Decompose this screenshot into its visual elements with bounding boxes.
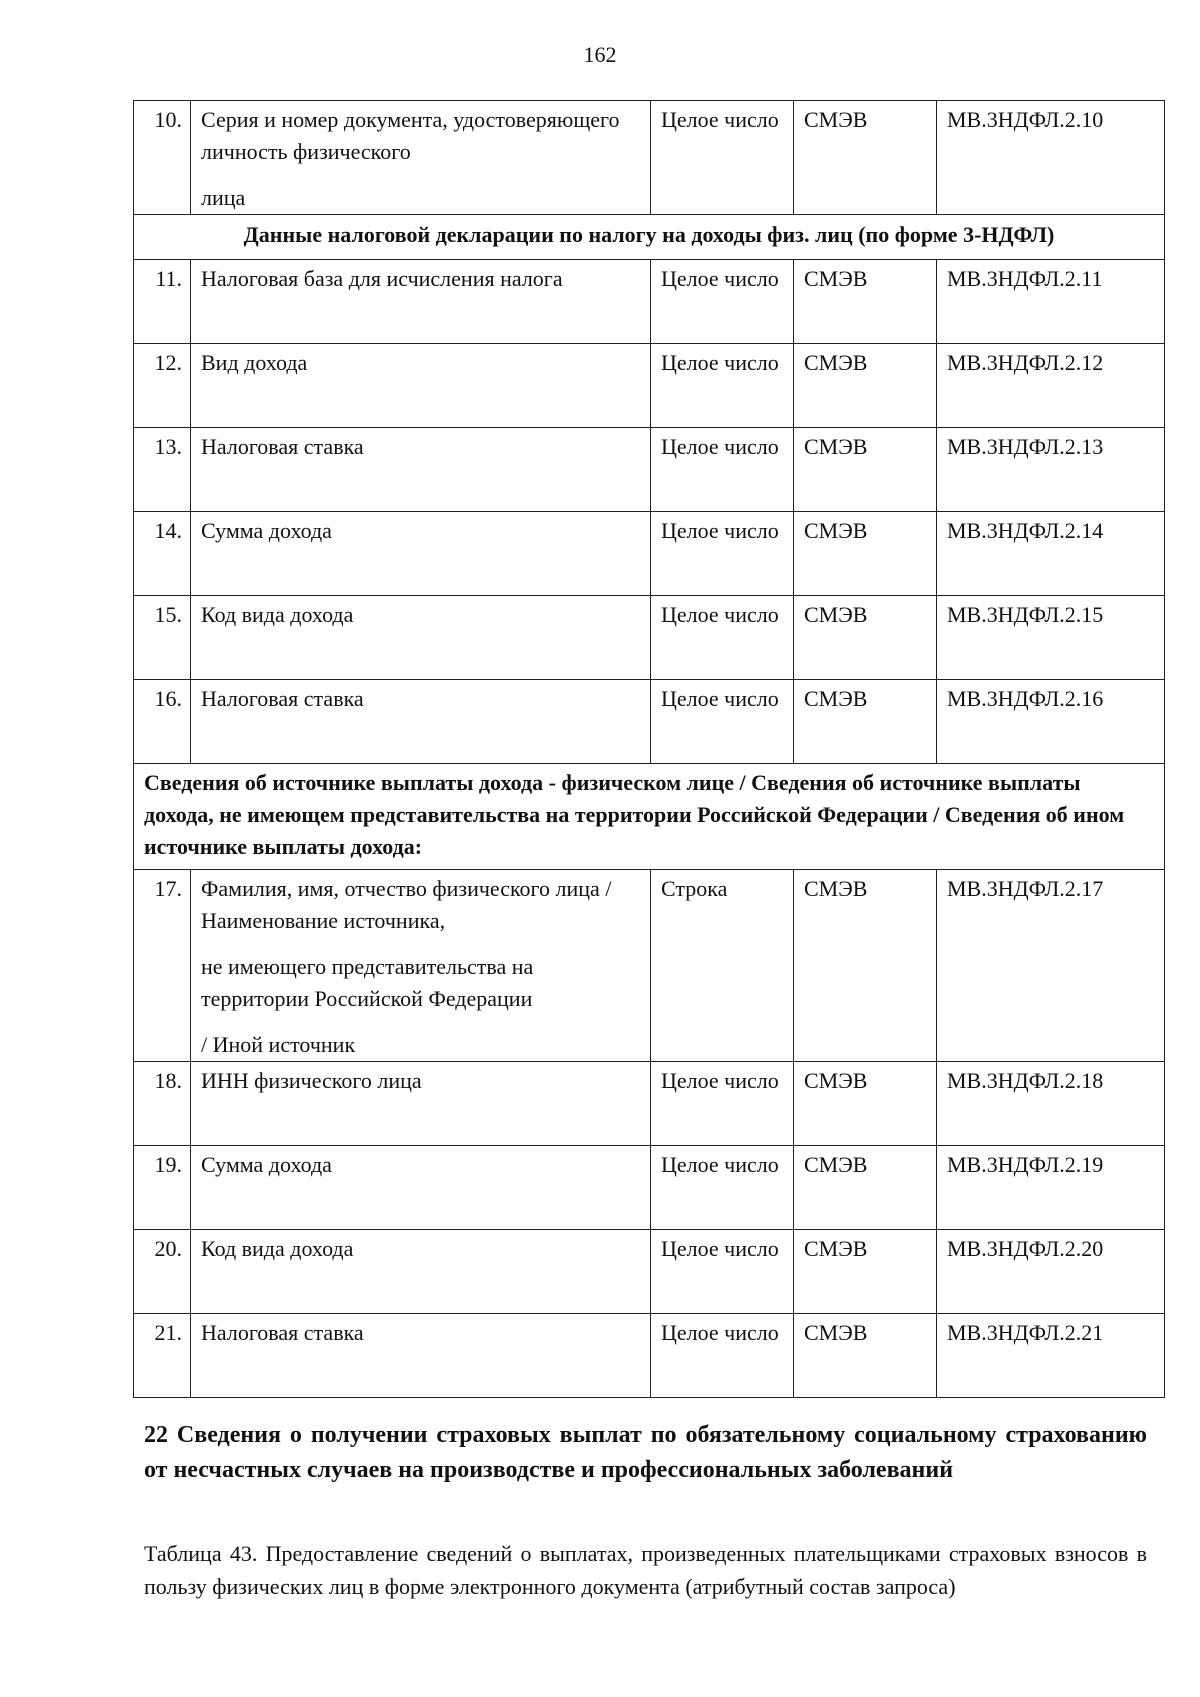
attribute-format: Целое число bbox=[651, 1230, 794, 1314]
attribute-format: Строка bbox=[651, 870, 794, 1062]
table-row bbox=[134, 596, 1165, 680]
attribute-name-line: Налоговая ставка bbox=[201, 1320, 364, 1345]
attribute-name bbox=[191, 680, 651, 764]
attribute-name bbox=[191, 870, 651, 1062]
section-heading: 22 Сведения о получении страховых выплат по обязательному социальному страхованию от несчастных случаев на производстве и профессиональных заболеваний bbox=[144, 1422, 1147, 1483]
attribute-name-line: не имеющего представительства на территории Российской Федерации bbox=[201, 954, 534, 1011]
attribute-source: СМЭВ bbox=[794, 1314, 937, 1398]
attribute-format: Целое число bbox=[651, 1146, 794, 1230]
attribute-source: СМЭВ bbox=[794, 1230, 937, 1314]
row-number: 19. bbox=[134, 1146, 191, 1230]
attribute-code: МВ.3НДФЛ.2.11 bbox=[937, 260, 1165, 344]
table-row bbox=[134, 870, 1165, 1062]
attribute-name bbox=[191, 260, 651, 344]
table-row bbox=[134, 512, 1165, 596]
row-number: 11. bbox=[134, 260, 191, 344]
table-row bbox=[134, 1230, 1165, 1314]
attribute-source: СМЭВ bbox=[794, 1146, 937, 1230]
attribute-name bbox=[191, 1314, 651, 1398]
attribute-name-line: ИНН физического лица bbox=[201, 1068, 422, 1093]
row-number: 13. bbox=[134, 428, 191, 512]
attribute-format: Целое число bbox=[651, 1314, 794, 1398]
attribute-format: Целое число bbox=[651, 1062, 794, 1146]
table-row bbox=[134, 680, 1165, 764]
attribute-source: СМЭВ bbox=[794, 1062, 937, 1146]
attribute-code: МВ.3НДФЛ.2.20 bbox=[937, 1230, 1165, 1314]
attribute-name-line: Код вида дохода bbox=[201, 1236, 354, 1261]
attribute-format: Целое число bbox=[651, 512, 794, 596]
attribute-format: Целое число bbox=[651, 428, 794, 512]
table-row bbox=[134, 101, 1165, 215]
attribute-source: СМЭВ bbox=[794, 260, 937, 344]
attribute-name-line: Сумма дохода bbox=[201, 1152, 332, 1177]
attribute-code: МВ.3НДФЛ.2.10 bbox=[937, 101, 1165, 215]
table-caption: Таблица 43. Предоставление сведений о выплатах, произведенных плательщиками страховых взносов в пользу физических лиц в форме электронного документа (атрибутный состав запроса) bbox=[144, 1541, 1147, 1599]
attribute-code: МВ.3НДФЛ.2.21 bbox=[937, 1314, 1165, 1398]
row-number: 21. bbox=[134, 1314, 191, 1398]
attribute-name bbox=[191, 1230, 651, 1314]
section-title: Данные налоговой декларации по налогу на доходы физ. лиц (по форме 3-НДФЛ) bbox=[134, 215, 1165, 260]
attribute-source: СМЭВ bbox=[794, 101, 937, 215]
attribute-name-line: лица bbox=[201, 185, 246, 210]
attribute-source: СМЭВ bbox=[794, 428, 937, 512]
attribute-name bbox=[191, 596, 651, 680]
attribute-source: СМЭВ bbox=[794, 596, 937, 680]
row-number: 14. bbox=[134, 512, 191, 596]
attribute-source: СМЭВ bbox=[794, 344, 937, 428]
row-number: 20. bbox=[134, 1230, 191, 1314]
attribute-name-line: Налоговая база для исчисления налога bbox=[201, 266, 563, 291]
row-number: 12. bbox=[134, 344, 191, 428]
attribute-name bbox=[191, 1062, 651, 1146]
table-body bbox=[134, 101, 1165, 1398]
attribute-code: МВ.3НДФЛ.2.13 bbox=[937, 428, 1165, 512]
attribute-code: МВ.3НДФЛ.2.12 bbox=[937, 344, 1165, 428]
attribute-source: СМЭВ bbox=[794, 870, 937, 1062]
section-title: Сведения об источнике выплаты дохода - физическом лице / Сведения об источнике выплаты дохода, не имеющем представительства на территории Российской Федерации / Сведения об ином источнике выплаты дохода: bbox=[134, 764, 1165, 870]
row-number: 17. bbox=[134, 870, 191, 1062]
row-number: 15. bbox=[134, 596, 191, 680]
attribute-source: СМЭВ bbox=[794, 680, 937, 764]
attribute-format: Целое число bbox=[651, 344, 794, 428]
attribute-name bbox=[191, 344, 651, 428]
attribute-code: МВ.3НДФЛ.2.16 bbox=[937, 680, 1165, 764]
table-row bbox=[134, 344, 1165, 428]
table-row bbox=[134, 1062, 1165, 1146]
attribute-code: МВ.3НДФЛ.2.15 bbox=[937, 596, 1165, 680]
attribute-name bbox=[191, 101, 651, 215]
attribute-name-line: Налоговая ставка bbox=[201, 686, 364, 711]
attribute-name-line: / Иной источник bbox=[201, 1032, 356, 1057]
attribute-name bbox=[191, 1146, 651, 1230]
attribute-name-line: Фамилия, имя, отчество физического лица / Наименование источника, bbox=[201, 876, 612, 933]
attribute-format: Целое число bbox=[651, 596, 794, 680]
page-number: 162 bbox=[583, 42, 617, 67]
attribute-code: МВ.3НДФЛ.2.18 bbox=[937, 1062, 1165, 1146]
table-row bbox=[134, 1314, 1165, 1398]
attribute-source: СМЭВ bbox=[794, 512, 937, 596]
attribute-code: МВ.3НДФЛ.2.17 bbox=[937, 870, 1165, 1062]
attribute-format: Целое число bbox=[651, 680, 794, 764]
table-row bbox=[134, 428, 1165, 512]
table-row bbox=[134, 260, 1165, 344]
attribute-name-line: Код вида дохода bbox=[201, 602, 354, 627]
row-number: 18. bbox=[134, 1062, 191, 1146]
section-row bbox=[134, 215, 1165, 260]
attribute-code: МВ.3НДФЛ.2.19 bbox=[937, 1146, 1165, 1230]
row-number: 10. bbox=[134, 101, 191, 215]
attributes-table bbox=[133, 100, 1165, 1398]
attribute-format: Целое число bbox=[651, 260, 794, 344]
attribute-name-line: Серия и номер документа, удостоверяющего личность физического bbox=[201, 107, 620, 164]
attribute-name bbox=[191, 512, 651, 596]
attribute-name-line: Вид дохода bbox=[201, 350, 308, 375]
attribute-name-line: Налоговая ставка bbox=[201, 434, 364, 459]
section-row bbox=[134, 764, 1165, 870]
attribute-code: МВ.3НДФЛ.2.14 bbox=[937, 512, 1165, 596]
attribute-name bbox=[191, 428, 651, 512]
attribute-format: Целое число bbox=[651, 101, 794, 215]
attribute-name-line: Сумма дохода bbox=[201, 518, 332, 543]
row-number: 16. bbox=[134, 680, 191, 764]
table-row bbox=[134, 1146, 1165, 1230]
